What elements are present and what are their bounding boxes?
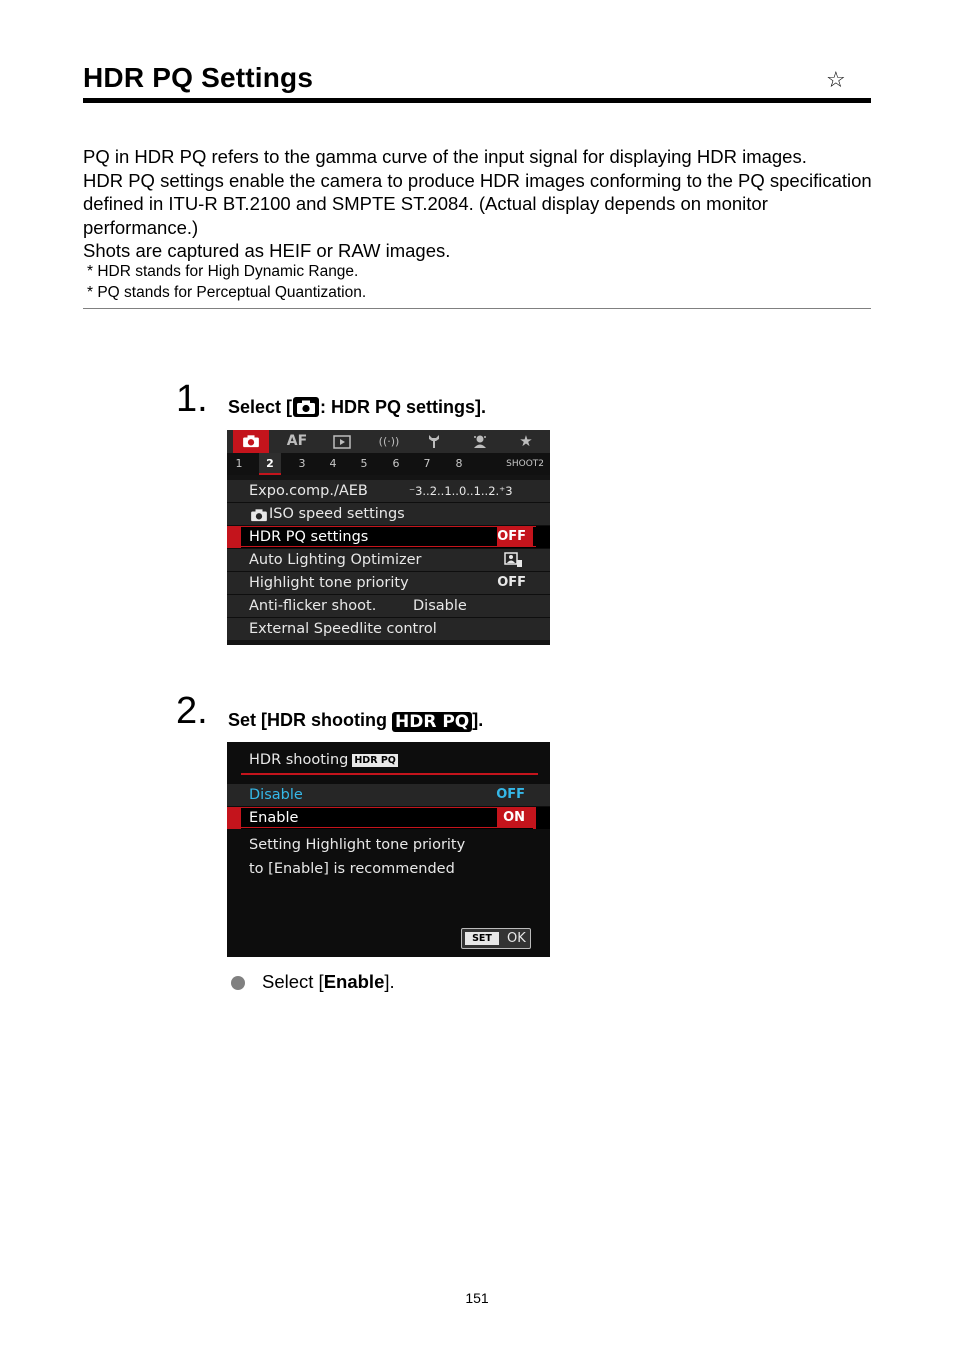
option-value: OFF [496,787,525,802]
option-value: ON [503,810,525,825]
subtab-name: SHOOT2 [506,459,544,469]
menu-item-label: Highlight tone priority [249,575,409,591]
camera-icon[interactable] [233,430,269,453]
subtab-3[interactable]: 3 [298,457,306,470]
subtab-1[interactable]: 1 [235,457,243,470]
menu-item-label: HDR PQ settings [249,529,369,545]
menu-subtab-bar [227,453,550,475]
bullet-text-prefix: Select [ [262,971,324,992]
subtab-2[interactable]: 2 [259,453,281,475]
step-text-prefix: Set [HDR shooting [228,710,392,730]
set-label: SET [465,932,499,945]
intro-line: HDR PQ settings enable the camera to produce HDR images conforming to the PQ specification defined in ITU-R BT.2100 and SMPTE ST.2084. (Actual display depends on monitor performance.) [83,169,872,238]
hdr-pq-badge: HDR PQ [354,755,396,766]
wrench-icon[interactable] [416,430,452,453]
option-label: Enable [249,810,299,826]
footnote: * PQ stands for Perceptual Quantization. [87,284,367,301]
screen-title-text: HDR shooting [249,752,349,768]
bullet-icon [231,976,245,990]
menu-item-value: Disable [413,598,467,614]
step-instruction [228,710,483,732]
menu-item-value: OFF [497,529,526,544]
menu-item-value: OFF [497,575,526,590]
intro-line: PQ in HDR PQ refers to the gamma curve of the input signal for displaying HDR images. [83,146,807,167]
wireless-icon[interactable]: ((·)) [378,435,400,448]
menu-item-label: Auto Lighting Optimizer [249,552,422,568]
camera-menu-screen [227,430,550,645]
recommendation-message [249,834,465,881]
menu-item-anti-flicker[interactable] [227,595,550,618]
subtab-8[interactable]: 8 [455,457,463,470]
menu-item-alo[interactable] [227,549,550,572]
page-title: HDR PQ Settings [83,62,314,93]
message-line: Setting Highlight tone priority [249,837,466,853]
menu-item-label: Expo.comp./AEB [249,483,368,499]
page-number: 151 [465,1290,489,1306]
screen-title [249,752,398,768]
menu-item-iso[interactable] [227,503,550,526]
person-icon[interactable] [462,430,498,453]
footnote: * HDR stands for High Dynamic Range. [87,263,359,280]
step-text-suffix: : HDR PQ settings]. [320,397,487,417]
camera-icon [250,507,268,526]
selection-marker [227,526,241,548]
step-number: 2. [176,690,208,732]
selection-edge [533,807,536,829]
selection-marker [227,807,241,829]
camera-icon [293,397,319,417]
step-text-prefix: Select [ [228,397,293,417]
option-label: Disable [249,787,303,803]
step-text-suffix: ]. [472,710,484,730]
menu-item-label: External Speedlite control [249,621,437,637]
play-icon[interactable] [324,430,360,453]
subtab-6[interactable]: 6 [392,457,400,470]
ok-label: OK [507,931,526,946]
set-ok-button[interactable] [461,928,531,949]
option-enable[interactable] [227,807,550,829]
subtab-7[interactable]: 7 [423,457,431,470]
star-icon[interactable]: ★ [519,432,533,450]
exposure-scale: ⁻3..2..1..0..1..2.⁺3 [409,484,513,498]
menu-item-label: ISO speed settings [269,506,405,522]
bullet-text-suffix: ]. [384,971,395,992]
menu-item-label: Anti-flicker shoot. [249,598,377,614]
star-icon: ☆ [826,68,846,93]
subtab-5[interactable]: 5 [360,457,368,470]
bullet-text-bold: Enable [323,971,385,992]
step-number: 1. [176,378,208,420]
tab-af[interactable]: AF [286,433,308,449]
title-rule [83,98,871,103]
option-disable[interactable] [227,784,550,806]
alo-icon [504,552,524,572]
hdr-pq-badge: HDR PQ [392,712,472,732]
hdr-shooting-screen [227,742,550,957]
menu-tab-bar [227,430,550,453]
bullet-instruction [262,971,395,993]
intro-line: Shots are captured as HEIF or RAW images. [83,240,451,261]
menu-item-speedlite[interactable] [227,618,550,640]
title-divider [241,773,538,775]
footnotes [87,261,366,303]
intro-text [83,145,873,263]
step-instruction [228,397,486,418]
menu-item-expo-comp[interactable] [227,480,550,503]
subtab-4[interactable]: 4 [329,457,337,470]
menu-item-hdr-pq[interactable] [227,526,550,549]
menu-item-highlight-tone[interactable] [227,572,550,595]
message-line: to [Enable] is recommended [249,860,455,877]
section-divider [83,308,871,309]
